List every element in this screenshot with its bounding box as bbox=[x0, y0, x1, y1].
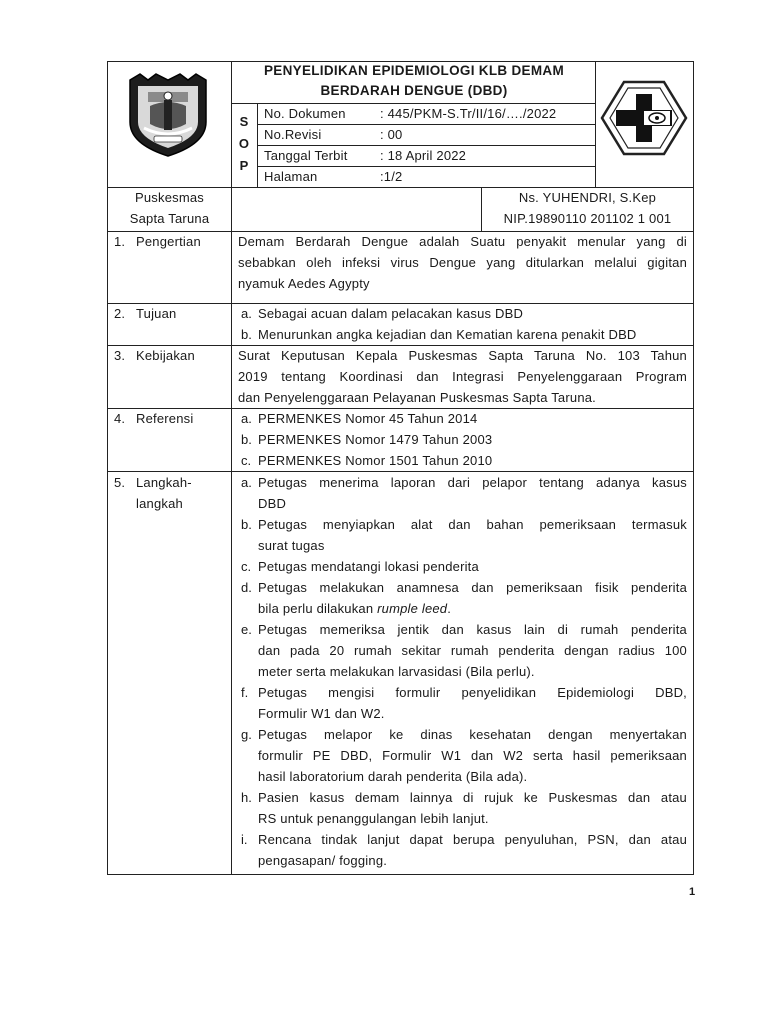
step-line: dan pada 20 rumah sekitar rumah penderita dengan radius 100 bbox=[258, 643, 687, 658]
step-line: pengasapan/ fogging. bbox=[258, 853, 388, 868]
section-number: 1. bbox=[114, 234, 126, 249]
section-title: Kebijakan bbox=[136, 348, 195, 363]
meta-value-tanggal-terbit: : 18 April 2022 bbox=[380, 148, 467, 163]
step-line: Rencana tindak lanjut dapat berupa penyuluhan, PSN, dan atau bbox=[258, 832, 687, 847]
step-marker: i. bbox=[241, 832, 248, 847]
body-line: 2019 tentang Koordinasi dan Integrasi Penyelenggaraan Program bbox=[238, 369, 687, 384]
step-line: Formulir W1 dan W2. bbox=[258, 706, 385, 721]
step-line-prefix: bila perlu dilakukan bbox=[258, 601, 378, 616]
org-name-line1: Puskesmas bbox=[135, 190, 204, 205]
page-number: 1 bbox=[689, 886, 696, 898]
list-item: PERMENKES Nomor 1479 Tahun 2003 bbox=[258, 432, 493, 447]
step-line: Petugas menyiapkan alat dan bahan pemeriksaan termasuk bbox=[258, 517, 687, 532]
list-item: PERMENKES Nomor 1501 Tahun 2010 bbox=[258, 453, 493, 468]
document-title-line2: BERDARAH DENGUE (DBD) bbox=[320, 83, 508, 98]
meta-label-no-dokumen: No. Dokumen bbox=[264, 106, 346, 121]
body-line: Surat Keputusan Kepala Puskesmas Sapta Taruna No. 103 Tahun bbox=[238, 348, 687, 363]
regional-emblem-logo bbox=[126, 70, 210, 158]
list-item: Sebagai acuan dalam pelacakan kasus DBD bbox=[258, 306, 524, 321]
step-marker: c. bbox=[241, 559, 252, 574]
meta-label-tanggal-terbit: Tanggal Terbit bbox=[264, 148, 348, 163]
step-line bbox=[258, 598, 451, 619]
meta-value-no-dokumen: : 445/PKM-S.Tr/II/16/…./2022 bbox=[380, 106, 557, 121]
step-line: DBD bbox=[258, 496, 287, 511]
step-line: Petugas mendatangi lokasi penderita bbox=[258, 559, 479, 574]
step-marker: f. bbox=[241, 685, 249, 700]
step-marker: b. bbox=[241, 517, 252, 532]
section-title: Pengertian bbox=[136, 234, 201, 249]
section-number: 4. bbox=[114, 411, 126, 426]
step-line: meter serta melakukan larvasidasi (Bila perlu). bbox=[258, 664, 535, 679]
meta-label-no-revisi: No.Revisi bbox=[264, 127, 322, 142]
step-marker: a. bbox=[241, 475, 252, 490]
body-line: nyamuk Aedes Agypty bbox=[238, 276, 370, 291]
meta-label-halaman: Halaman bbox=[264, 169, 318, 184]
sop-letter-p: P bbox=[239, 158, 249, 173]
step-line: hasil laboratorium darah penderita (Bila ada). bbox=[258, 769, 528, 784]
section-number: 5. bbox=[114, 475, 126, 490]
section-title-line2: langkah bbox=[136, 496, 183, 511]
step-line-italic-term: rumple leed bbox=[377, 601, 448, 616]
document-title-line1: PENYELIDIKAN EPIDEMIOLOGI KLB DEMAM bbox=[263, 63, 564, 78]
step-line: RS untuk penanggulangan lebih lanjut. bbox=[258, 811, 489, 826]
body-line: sebabkan oleh infeksi virus Dengue yang ditularkan melalui gigitan bbox=[238, 255, 687, 270]
list-marker: b. bbox=[241, 327, 252, 342]
step-line: Pasien kasus demam lainnya di rujuk ke Puskesmas dan atau bbox=[258, 790, 687, 805]
step-marker: e. bbox=[241, 622, 252, 637]
signer-name: Ns. YUHENDRI, S.Kep bbox=[518, 190, 657, 205]
step-line: Petugas melapor ke dinas kesehatan dengan menyertakan bbox=[258, 727, 687, 742]
sop-letter-s: S bbox=[239, 114, 249, 129]
step-line: formulir PE DBD, Formulir W1 dan W2 serta hasil pemeriksaan bbox=[258, 748, 687, 763]
body-line: Demam Berdarah Dengue adalah Suatu penyakit menular yang di bbox=[238, 234, 687, 249]
sop-letter-o: O bbox=[238, 136, 250, 151]
list-marker: a. bbox=[241, 306, 252, 321]
step-line: Petugas melakukan anamnesa dan pemeriksaan fisik penderita bbox=[258, 580, 687, 595]
list-marker: a. bbox=[241, 411, 252, 426]
step-line: Petugas memeriksa jentik dan kasus lain di rumah penderita bbox=[258, 622, 687, 637]
step-marker: h. bbox=[241, 790, 252, 805]
section-title: Referensi bbox=[136, 411, 194, 426]
step-line: surat tugas bbox=[258, 538, 325, 553]
step-marker: g. bbox=[241, 727, 252, 742]
step-line: Petugas menerima laporan dari pelapor tentang adanya kasus bbox=[258, 475, 687, 490]
puskesmas-logo bbox=[600, 80, 688, 156]
list-item: PERMENKES Nomor 45 Tahun 2014 bbox=[258, 411, 478, 426]
section-title: Tujuan bbox=[136, 306, 177, 321]
step-line-suffix: . bbox=[447, 601, 452, 616]
meta-value-no-revisi: : 00 bbox=[380, 127, 403, 142]
list-marker: b. bbox=[241, 432, 252, 447]
section-title-line1: Langkah- bbox=[136, 475, 192, 490]
section-number: 2. bbox=[114, 306, 126, 321]
list-marker: c. bbox=[241, 453, 252, 468]
list-item: Menurunkan angka kejadian dan Kematian karena penakit DBD bbox=[258, 327, 637, 342]
signer-nip: NIP.19890110 201102 1 001 bbox=[503, 211, 672, 226]
section-number: 3. bbox=[114, 348, 126, 363]
step-marker: d. bbox=[241, 580, 252, 595]
body-line: dan Penyelenggaraan Pelayanan Puskesmas Sapta Taruna. bbox=[238, 390, 596, 405]
step-line: Petugas mengisi formulir penyelidikan Epidemiologi DBD, bbox=[258, 685, 687, 700]
meta-value-halaman: :1/2 bbox=[380, 169, 403, 184]
org-name-line2: Sapta Taruna bbox=[129, 211, 210, 226]
